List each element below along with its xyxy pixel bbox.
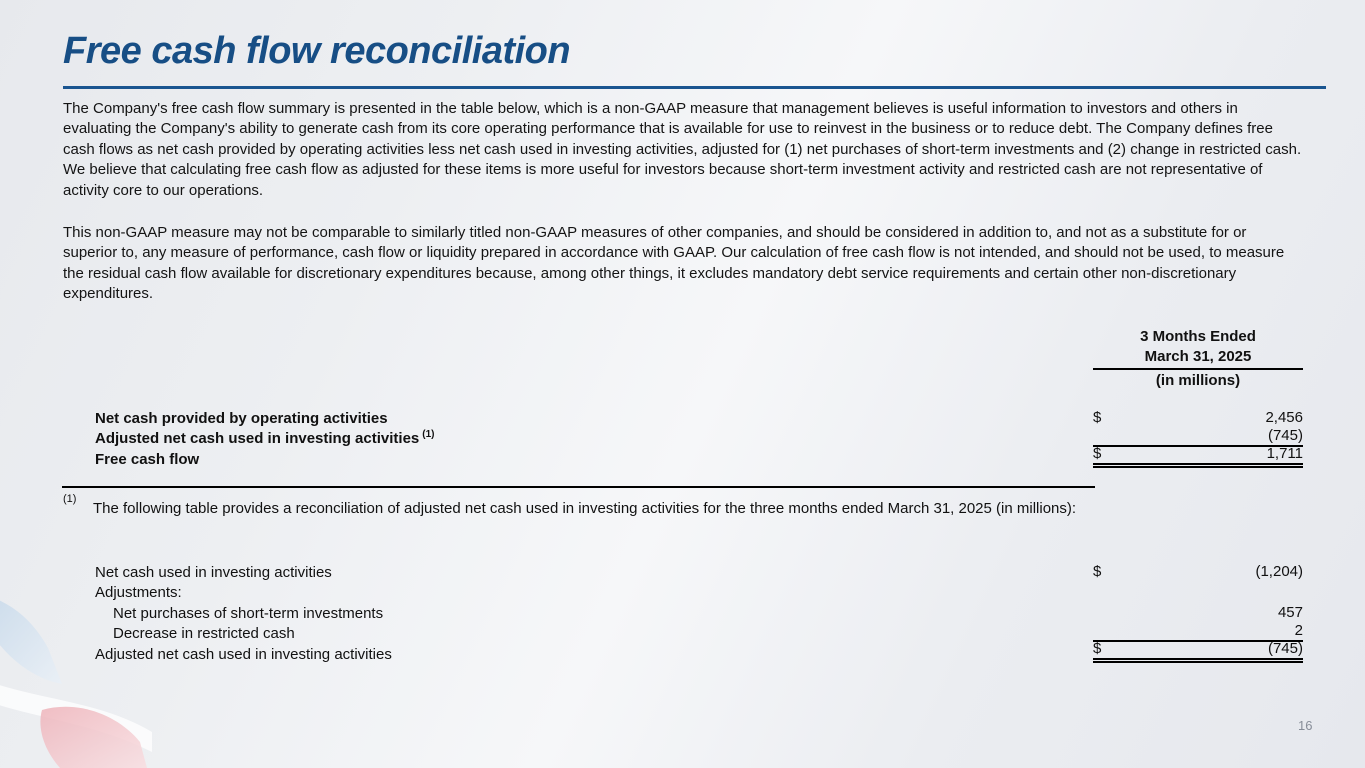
row-amount: [1093, 409, 1303, 427]
row-label-text: Decrease in restricted cash: [113, 625, 295, 642]
currency-symbol: $: [1093, 639, 1102, 657]
row-label: [63, 605, 1093, 622]
table-row: [63, 560, 1303, 581]
period-header-line2: March 31, 2025: [1144, 348, 1252, 365]
row-label-text: Free cash flow: [95, 450, 200, 468]
row-label-text: Net cash used in investing activities: [95, 563, 332, 581]
amount-value: (745): [1267, 639, 1303, 657]
period-header-line1: 3 Months Ended: [1140, 328, 1256, 345]
footnote-marker: (1): [63, 493, 77, 505]
row-label-text: Adjusted net cash used in investing activities: [95, 430, 420, 447]
row-label: [63, 429, 1093, 447]
wing-shape: [0, 594, 62, 684]
table-row: [63, 581, 1303, 602]
row-amount: [1093, 563, 1303, 581]
amount-value: 1,711: [1266, 444, 1303, 462]
tail-shape: [40, 707, 147, 768]
row-label-text: Adjusted net cash used in investing activities: [95, 645, 392, 663]
table-row: [63, 601, 1303, 622]
table-row: [63, 639, 1303, 663]
row-label: [63, 410, 1093, 427]
footnote-text: The following table provides a reconciliation of adjusted net cash used in investing activities for the three months ended March 31, 2025 (in millions):: [93, 500, 1077, 517]
footnote-reference: (1): [422, 429, 435, 440]
page-number: 16: [1298, 718, 1313, 733]
row-label: [63, 625, 1093, 642]
amount-value: 457: [1277, 603, 1303, 621]
page-title: Free cash flow reconciliation: [63, 30, 571, 72]
row-label: [63, 584, 1093, 601]
row-label-text: Net cash provided by operating activities: [95, 409, 388, 427]
intro-paragraph-2: This non-GAAP measure may not be comparable to similarly titled non-GAAP measures of other companies, and should be considered in addition to, and not as a substitute for or superior to, any measure of performance, cash flow or liquidity prepared in accordance with GAAP. Our calculation of free cash flow is not intended, and should not be used, to measure the residual cash flow available for discretionary expenditures because, among other things, it excludes mandatory debt service requirements and certain other non-discretionary expenditures.: [63, 224, 1285, 303]
row-amount: [1093, 600, 1303, 601]
period-header-units: (in millions): [1155, 372, 1241, 389]
period-column-header: [1093, 327, 1303, 391]
row-amount: [1093, 604, 1303, 622]
period-header-dates: [1093, 327, 1303, 370]
amount-value: (745): [1267, 427, 1303, 444]
currency-symbol: $: [1093, 444, 1102, 462]
free-cash-flow-summary-table: [63, 406, 1303, 468]
currency-symbol: $: [1093, 408, 1102, 426]
row-label-text: Net purchases of short-term investments: [113, 604, 384, 622]
title-underline: [63, 86, 1326, 89]
amount-value: 2: [1294, 622, 1303, 639]
table-row: [63, 406, 1303, 427]
table-row: [63, 444, 1303, 468]
intro-paragraph-1: The Company's free cash flow summary is presented in the table below, which is a non-GAAP measure that management believes is useful information to investors and others in evaluating the Company's ability to generate cash from its core operating performance that is available for use to reinvest in the business or to reduce debt. The Company defines free cash flows as net cash provided by operating activities less net cash used in investing activities, adjusted for (1) net purchases of short-term investments and (2) change in restricted cash. We believe that calculating free cash flow as adjusted for these items is more useful for investors because short-term investment activity and restricted cash are not representative of activity core to our operations.: [63, 100, 1302, 199]
amount-value: (1,204): [1255, 562, 1303, 580]
row-amount: [1093, 640, 1303, 663]
row-amount: [1093, 445, 1303, 468]
row-label: [63, 564, 1093, 581]
amount-value: 2,456: [1265, 408, 1303, 426]
investing-activities-reconciliation-table: [63, 560, 1303, 663]
row-label: [63, 646, 1093, 663]
row-label-text: Adjustments:: [95, 584, 182, 601]
currency-symbol: $: [1093, 562, 1102, 580]
row-label: [63, 451, 1093, 468]
footnote-separator: [62, 486, 1095, 488]
